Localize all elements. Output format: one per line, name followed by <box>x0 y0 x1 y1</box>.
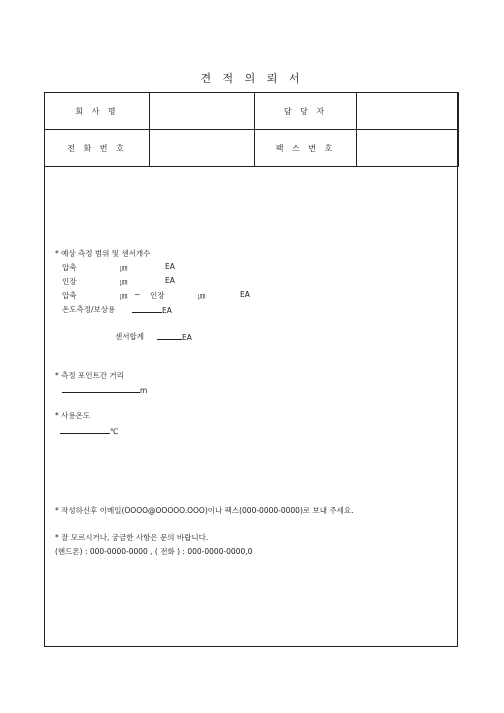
compression-ea: EA <box>165 262 175 271</box>
both-tension-label: 인장 <box>150 291 165 300</box>
temp-sensor-ea: EA <box>162 306 172 315</box>
both-unit-2: ㎛ <box>198 291 206 300</box>
tension-ea: EA <box>165 276 175 285</box>
compression-unit: ㎛ <box>120 263 128 272</box>
temperature-unit: ℃ <box>110 427 119 436</box>
contact-info: (핸드폰) : 000-0000-0000 , ( 전화 ) : 000-0000-0000,0 <box>55 547 253 556</box>
total-label: 센서합계 <box>115 332 144 341</box>
compression-label: 압축 <box>62 263 77 272</box>
distance-heading: * 측정 포인트간 거리 <box>55 371 124 380</box>
manager-field[interactable] <box>357 93 459 130</box>
table-row <box>45 130 459 167</box>
company-field[interactable] <box>150 93 255 130</box>
tension-label: 인장 <box>62 277 77 286</box>
phone-field[interactable] <box>150 130 255 167</box>
temp-sensor-field[interactable] <box>132 304 172 315</box>
temp-sensor-label: 온도측정/보상용 <box>62 305 116 314</box>
distance-unit: m <box>140 386 148 395</box>
total-ea: EA <box>182 333 192 342</box>
both-ea: EA <box>240 290 250 299</box>
info-table <box>44 92 459 167</box>
tilde: ~ <box>134 290 141 299</box>
phone-label: 전 화 번 호 <box>45 130 150 167</box>
company-label: 회 사 명 <box>45 93 150 130</box>
tension-unit: ㎛ <box>120 277 128 286</box>
temperature-field[interactable] <box>60 425 118 436</box>
fax-label: 팩 스 번 호 <box>255 130 357 167</box>
total-field[interactable] <box>157 331 192 342</box>
temperature-heading: * 사용온도 <box>55 411 91 420</box>
range-heading: * 예상 측정 범위 및 센서개수 <box>55 249 151 258</box>
inquiry-note: * 잘 모르시거나, 궁금한 사항은 문의 바랍니다. <box>55 533 209 542</box>
both-compression-label: 압축 <box>62 291 77 300</box>
submit-note: * 작성하신후 이메일(OOOO@OOOOO.OOO)이나 팩스(000-0000-0000)로 보내 주세요. <box>55 506 354 515</box>
document-title: 견 적 의 뢰 서 <box>200 72 304 85</box>
manager-label: 담 당 자 <box>255 93 357 130</box>
table-row <box>45 93 459 130</box>
both-unit-1: ㎛ <box>120 291 128 300</box>
distance-field[interactable] <box>62 384 147 395</box>
fax-field[interactable] <box>357 130 459 167</box>
